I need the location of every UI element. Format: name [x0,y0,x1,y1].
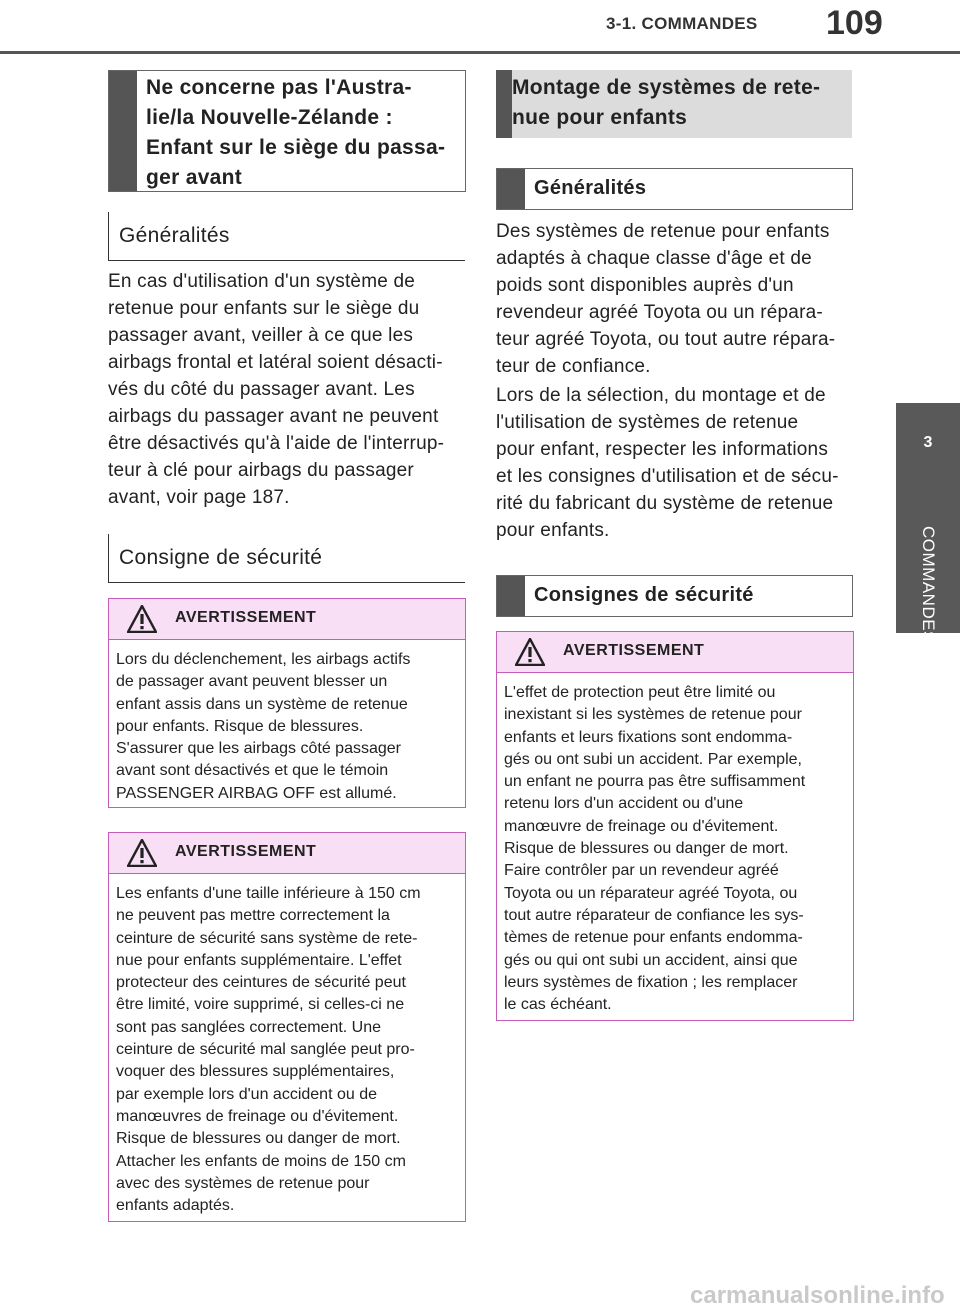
subsection-heading-consignes: Consignes de sécurité [496,575,853,617]
subheading-generalites: Généralités [108,212,465,261]
warning-title: AVERTISSEMENT [175,843,317,860]
header-divider [0,51,960,54]
page-number: 109 [826,4,883,42]
warning-title: AVERTISSEMENT [175,609,317,626]
subsection-heading-generalites: Généralités [496,168,853,210]
section-heading-text: Ne concerne pas l'Austra- lie/la Nouvelle-Zélande : Enfant sur le siège du passa- ger avant [146,76,446,189]
warning-triangle-icon [127,839,157,867]
section-heading-bar [497,576,525,616]
paragraph-front-seat: En cas d'utilisation d'un système de retenue pour enfants sur le siège du passager avant, veiller à ce que les airbags frontal et latéral soient désacti- vés du côté du passager avant. Les airbags du passager avant ne peuvent être désactivés qu'à l'aide de l'interrup- teur à clé pour airbags du passager avant, voir page 187. [108,271,445,508]
header-section-title: 3-1. COMMANDES [606,14,758,33]
section-heading-mounting [496,70,852,138]
warning-box-child-height [108,832,466,1222]
section-heading-bar [497,169,525,209]
warning-box-airbags [108,598,466,808]
paragraph-manufacturer-instructions: Lors de la sélection, du montage et de l'utilisation de systèmes de retenue pour enfant, respecter les informations et les consignes d'utilisation et de sécu- rité du fabricant du système de retenue pour enfants. [496,385,839,541]
section-heading-text: Montage de systèmes de rete- nue pour enfants [512,76,821,129]
warning-text: L'effet de protection peut être limité ou inexistant si les systèmes de retenue pour enfants et leurs fixations sont endomma- gés ou ont subi un accident. Par exemple, un enfant ne pourra pas être suffisamment retenu lors d'un accident ou d'une manœuvre de freinage ou d'évitement. Risque de blessures ou danger de mort. Faire contrôler par un revendeur agréé Toyota ou un réparateur agréé Toyota, ou tout autre réparateur de confiance les sys- tèmes de retenue pour enfants endomma- gés ou qui ont subi un accident, ainsi que leurs systèmes de fixation ; les remplacer le cas échéant. [504,684,806,1014]
section-heading-front-seat [108,70,466,192]
chapter-label: COMMANDES [919,526,938,643]
warning-triangle-icon [127,605,157,633]
warning-title: AVERTISSEMENT [563,642,705,659]
subheading-consigne: Consigne de sécurité [108,534,465,583]
chapter-number: 3 [923,434,933,451]
warning-text: Les enfants d'une taille inférieure à 150 cm ne peuvent pas mettre correctement la ceinture de sécurité sans système de rete- nue pour enfants supplémentaire. L'effet protecteur des ceintures de sécurité peut être limité, voire supprimé, si celles-ci ne sont pas sanglées correctement. Une ceinture de sécurité mal sanglée peut pro- voquer des blessures supplémentaires, par exemple lors d'un accident ou de manœuvres de freinage ou d'évitement. Risque de blessures ou danger de mort. Attacher les enfants de moins de 150 cm avec des systèmes de retenue pour enfants adaptés. [116,885,421,1215]
paragraph-availability: Des systèmes de retenue pour enfants adaptés à chaque classe d'âge et de poids sont disponibles auprès d'un revendeur agréé Toyota ou un répara- teur agréé Toyota, ou tout autre répara- teur de confiance. [496,221,836,377]
section-heading-bar [496,70,512,138]
warning-box-damaged-restraints [496,631,854,1021]
warning-triangle-icon [515,638,545,666]
warning-text: Lors du déclenchement, les airbags actifs de passager avant peuvent blesser un enfant assis dans un système de retenue pour enfants. Risque de blessures. S'assurer que les airbags côté passager avant sont désactivés et que le témoin PASSENGER AIRBAG OFF est allumé. [116,651,411,802]
watermark-text: carmanualsonline.info [690,1282,945,1309]
section-heading-bar [109,71,137,191]
